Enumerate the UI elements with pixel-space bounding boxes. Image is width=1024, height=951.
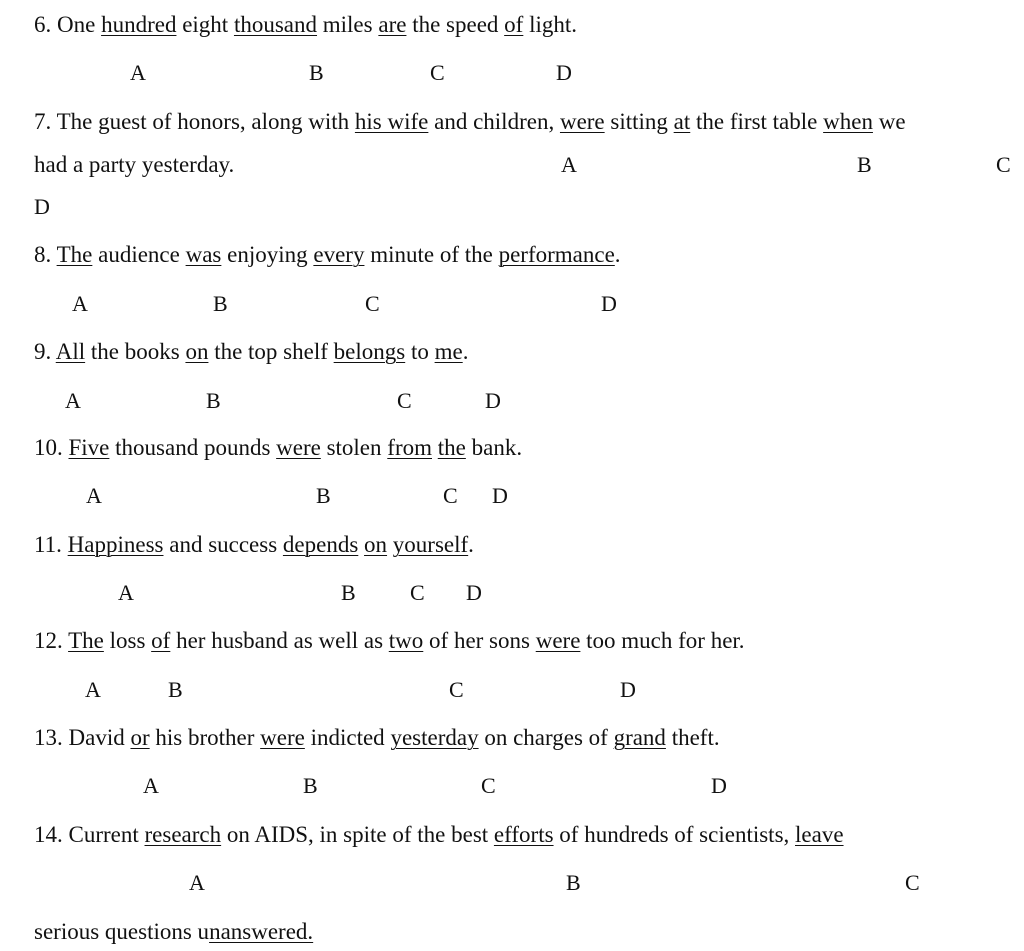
sentence-text: 12. xyxy=(34,628,69,653)
sentence-text: 7. The guest of honors, along with xyxy=(34,109,355,134)
sentence-text: loss xyxy=(103,628,152,653)
sentence-text: 9. xyxy=(34,339,56,364)
q12-option-d: D xyxy=(620,677,636,702)
q11-option-d: D xyxy=(466,580,482,605)
question-11-sentence xyxy=(34,531,1024,559)
question-6-sentence xyxy=(34,11,1024,39)
sentence-text: the top shelf xyxy=(208,339,334,364)
q11-option-c: C xyxy=(410,580,425,605)
sentence-text: light. xyxy=(523,12,577,37)
sentence-text: thousand pounds xyxy=(109,435,277,460)
sentence-text: . xyxy=(468,532,474,557)
q12-option-a: A xyxy=(85,677,101,702)
underlined-part: performance xyxy=(498,242,615,267)
sentence-text: of hundreds of scientists, xyxy=(553,822,796,847)
sentence-text: of her sons xyxy=(423,628,536,653)
underlined-part: of xyxy=(504,12,524,37)
underlined-part: were xyxy=(276,435,321,460)
q13-option-b: B xyxy=(303,773,318,798)
question-14-sentence xyxy=(34,821,1024,849)
underlined-part: every xyxy=(313,242,365,267)
question-7-sentence xyxy=(34,108,1024,136)
q7-option-b: B xyxy=(857,152,872,177)
q6-option-a: A xyxy=(130,60,146,85)
q14-option-b: B xyxy=(566,870,581,895)
underlined-part: hundred xyxy=(101,12,177,37)
q13-option-a: A xyxy=(143,773,159,798)
sentence-text: on charges of xyxy=(478,725,614,750)
sentence-text: her husband as well as xyxy=(170,628,389,653)
sentence-text: 6. One xyxy=(34,12,102,37)
sentence-text: eight xyxy=(176,12,234,37)
underlined-part: are xyxy=(378,12,407,37)
sentence-text: on AIDS, in spite of the best xyxy=(221,822,494,847)
underlined-part: was xyxy=(185,242,222,267)
q6-option-d: D xyxy=(556,60,572,85)
underlined-part: were xyxy=(260,725,305,750)
underlined-part: his wife xyxy=(354,109,429,134)
underlined-part: Happiness xyxy=(67,532,164,557)
q8-option-c: C xyxy=(365,291,380,316)
underlined-part: research xyxy=(144,822,222,847)
underlined-part: leave xyxy=(795,822,844,847)
underlined-part: were xyxy=(559,109,605,134)
underlined-part: belongs xyxy=(333,339,406,364)
q10-option-d: D xyxy=(492,483,508,508)
q10-option-b: B xyxy=(316,483,331,508)
underlined-part: at xyxy=(673,109,691,134)
q9-option-a: A xyxy=(65,388,81,413)
sentence-text: and children, xyxy=(428,109,560,134)
underlined-part: grand xyxy=(613,725,666,750)
q10-option-c: C xyxy=(443,483,458,508)
q12-option-c: C xyxy=(449,677,464,702)
question-14-continuation xyxy=(34,918,1024,946)
sentence-text: to xyxy=(405,339,435,364)
underlined-part: on xyxy=(364,532,388,557)
sentence-text: and success xyxy=(163,532,283,557)
sentence-text: too much for her. xyxy=(580,628,745,653)
underlined-part: of xyxy=(151,628,171,653)
sentence-text: 8. xyxy=(34,242,57,267)
q8-option-a: A xyxy=(72,291,88,316)
q9-option-c: C xyxy=(397,388,412,413)
underlined-part: The xyxy=(68,628,104,653)
underlined-part: thousand xyxy=(233,12,318,37)
sentence-text: theft. xyxy=(665,725,720,750)
sentence-text: . xyxy=(462,339,469,364)
underlined-part: The xyxy=(56,242,93,267)
sentence-text: bank. xyxy=(465,435,523,460)
sentence-text: his brother xyxy=(149,725,261,750)
q9-option-d: D xyxy=(485,388,501,413)
sentence-text: we xyxy=(872,109,906,134)
question-10-sentence xyxy=(34,434,1024,462)
q12-option-b: B xyxy=(168,677,183,702)
q13-option-d: D xyxy=(711,773,727,798)
q14-option-a: A xyxy=(189,870,205,895)
sentence-text: miles xyxy=(317,12,379,37)
underlined-part: yourself xyxy=(392,532,469,557)
q8-option-d: D xyxy=(601,291,617,316)
underlined-part: yesterday xyxy=(390,725,479,750)
sentence-text: sitting xyxy=(604,109,674,134)
sentence-text: the first table xyxy=(690,109,824,134)
sentence-text: audience xyxy=(92,242,186,267)
question-9-sentence xyxy=(34,338,1024,366)
underlined-part: or xyxy=(130,725,150,750)
q9-option-b: B xyxy=(206,388,221,413)
sentence-text: the speed xyxy=(406,12,505,37)
underlined-part: two xyxy=(388,628,424,653)
q13-option-c: C xyxy=(481,773,496,798)
underlined-part: All xyxy=(55,339,86,364)
sentence-text: . xyxy=(614,242,621,267)
sentence-text: enjoying xyxy=(221,242,314,267)
underlined-part: depends xyxy=(282,532,359,557)
underlined-part: were xyxy=(535,628,581,653)
underlined-part: on xyxy=(185,339,209,364)
sentence-text: 10. xyxy=(34,435,69,460)
underlined-part: from xyxy=(387,435,432,460)
underlined-part: efforts xyxy=(493,822,554,847)
q11-option-a: A xyxy=(118,580,134,605)
q11-option-b: B xyxy=(341,580,356,605)
sentence-text: minute of the xyxy=(364,242,499,267)
q10-option-a: A xyxy=(86,483,102,508)
underlined-part: the xyxy=(437,435,466,460)
q7-option-a: A xyxy=(561,152,577,177)
q7-option-d: D xyxy=(34,194,50,219)
q6-option-b: B xyxy=(309,60,324,85)
sentence-text: 14. Current xyxy=(34,822,145,847)
q14-option-c: C xyxy=(905,870,920,895)
sentence-text: 13. David xyxy=(34,725,131,750)
q8-option-b: B xyxy=(213,291,228,316)
q6-option-c: C xyxy=(430,60,445,85)
underlined-part: me xyxy=(434,339,463,364)
sentence-text: 11. xyxy=(34,532,68,557)
underlined-part: Five xyxy=(68,435,110,460)
question-8-sentence xyxy=(34,241,1024,269)
question-13-sentence xyxy=(34,724,1024,752)
q7-option-c: C xyxy=(996,152,1011,177)
sentence-text: the books xyxy=(85,339,186,364)
sentence-text: stolen xyxy=(320,435,388,460)
question-12-sentence xyxy=(34,627,1024,655)
underlined-part: nanswered. xyxy=(209,919,314,944)
question-7-continuation: had a party yesterday. xyxy=(34,152,235,177)
underlined-part: when xyxy=(823,109,873,134)
sentence-text: indicted xyxy=(304,725,391,750)
sentence-text: serious questions u xyxy=(34,919,210,944)
